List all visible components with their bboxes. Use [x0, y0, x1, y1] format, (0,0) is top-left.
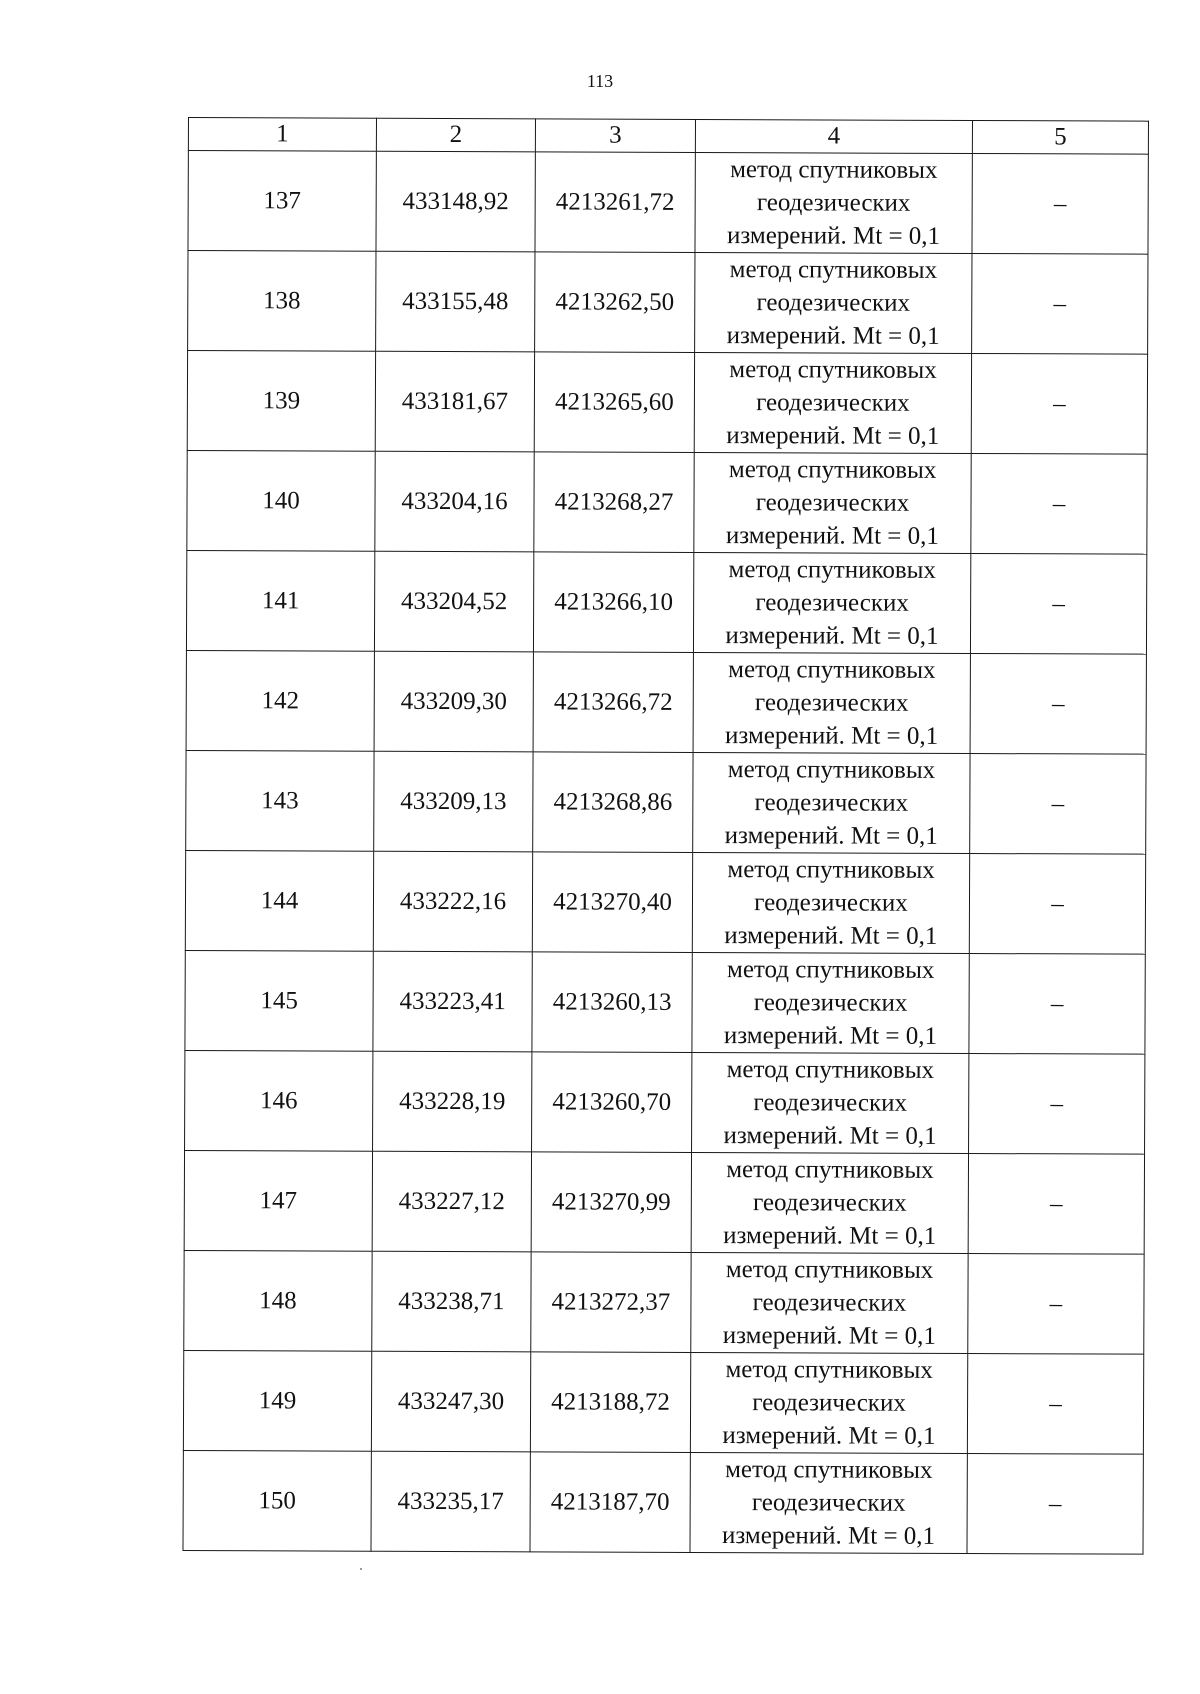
table-row: [185, 850, 1145, 954]
point-number-cell: 146: [185, 1050, 373, 1151]
coordinate-x-cell: 433222,16: [373, 851, 532, 952]
header-cell-5: 5: [972, 121, 1148, 155]
coordinate-x-cell: 433204,16: [375, 451, 534, 552]
point-number-cell: 149: [183, 1350, 371, 1451]
point-number-cell: 142: [186, 650, 374, 751]
coordinate-y-cell: 4213266,10: [533, 552, 693, 653]
coordinate-y-cell: 4213187,70: [530, 1452, 690, 1553]
method-cell: [693, 552, 970, 653]
coordinate-x-cell: 433148,92: [376, 151, 535, 252]
coordinate-x-cell: 433204,52: [374, 551, 533, 652]
table-row: [186, 750, 1146, 854]
point-number-cell: 145: [185, 950, 373, 1051]
method-line: метод спутниковых: [727, 856, 935, 884]
coordinate-y-cell: 4213270,40: [532, 852, 692, 953]
method-line: геодезических: [755, 489, 910, 517]
table-row: [183, 1450, 1143, 1554]
table-row: [186, 650, 1146, 754]
coordinate-x-cell: 433181,67: [375, 351, 534, 452]
method-line: геодезических: [754, 889, 908, 917]
method-line: измерений. Mt = 0,1: [726, 422, 940, 450]
method-cell: [692, 1052, 969, 1153]
note-cell: –: [968, 1154, 1144, 1255]
note-cell: –: [970, 754, 1146, 855]
method-line: метод спутниковых: [725, 1356, 933, 1384]
point-number-cell: 138: [188, 251, 376, 352]
header-cell-2: 2: [376, 118, 535, 152]
coordinate-y-cell: 4213270,99: [531, 1152, 691, 1253]
method-line: метод спутниковых: [726, 1056, 935, 1084]
method-line: измерений. Mt = 0,1: [726, 322, 940, 350]
method-line: метод спутниковых: [730, 156, 938, 184]
table-header: [188, 118, 1148, 155]
method-line: геодезических: [755, 589, 909, 617]
method-line: измерений. Mt = 0,1: [726, 222, 941, 250]
method-cell: [692, 952, 969, 1053]
method-line: метод спутниковых: [729, 256, 938, 284]
table-row: [188, 151, 1148, 255]
method-line: метод спутниковых: [726, 1156, 934, 1184]
coordinates-table: [182, 117, 1148, 1555]
point-number-cell: 143: [186, 750, 374, 851]
method-cell: [690, 1452, 967, 1553]
note-cell: –: [972, 254, 1148, 355]
method-line: метод спутниковых: [728, 656, 936, 684]
coordinate-x-cell: 433155,48: [376, 251, 535, 352]
coordinate-x-cell: 433209,13: [374, 751, 533, 852]
method-line: измерений. Mt = 0,1: [723, 1022, 938, 1050]
table-row: [186, 550, 1146, 654]
coordinate-x-cell: 433235,17: [371, 1451, 530, 1552]
coordinate-y-cell: 4213188,72: [530, 1352, 690, 1453]
method-line: метод спутниковых: [729, 356, 937, 384]
table-row: [187, 450, 1147, 554]
method-line: метод спутниковых: [727, 756, 936, 784]
page-number: 113: [586, 71, 614, 91]
note-cell: –: [967, 1354, 1143, 1455]
method-cell: [695, 152, 972, 253]
note-cell: –: [972, 154, 1148, 255]
header-cell-4: 4: [695, 119, 972, 153]
method-line: метод спутниковых: [725, 1256, 934, 1284]
header-cell-3: 3: [535, 119, 695, 153]
method-line: геодезических: [756, 189, 911, 217]
coordinate-x-cell: 433227,12: [372, 1151, 531, 1252]
point-number-cell: 150: [183, 1450, 371, 1551]
note-cell: –: [970, 554, 1146, 655]
note-cell: –: [971, 454, 1147, 555]
note-cell: –: [968, 1254, 1144, 1355]
coordinate-y-cell: 4213261,72: [535, 152, 695, 253]
table-row: [188, 251, 1148, 355]
coordinate-y-cell: 4213268,27: [534, 452, 694, 553]
coordinate-x-cell: 433209,30: [374, 651, 533, 752]
method-cell: [695, 252, 972, 353]
coordinate-x-cell: 433228,19: [373, 1051, 532, 1152]
method-cell: [694, 452, 971, 553]
method-cell: [692, 852, 969, 953]
method-line: геодезических: [752, 1289, 907, 1317]
method-line: измерений. Mt = 0,1: [725, 522, 939, 550]
method-line: измерений. Mt = 0,1: [724, 822, 938, 850]
coordinate-y-cell: 4213272,37: [531, 1252, 691, 1353]
note-cell: –: [967, 1454, 1143, 1555]
table-row: [185, 950, 1145, 1054]
method-line: геодезических: [754, 789, 909, 817]
note-cell: –: [969, 954, 1145, 1055]
method-line: геодезических: [752, 1189, 907, 1217]
point-number-cell: 148: [184, 1250, 372, 1351]
coordinate-x-cell: 433238,71: [372, 1251, 531, 1352]
coordinate-y-cell: 4213262,50: [535, 252, 695, 353]
method-line: метод спутниковых: [726, 956, 935, 984]
method-line: геодезических: [756, 289, 911, 317]
coordinate-y-cell: 4213265,60: [534, 352, 694, 453]
method-cell: [691, 1252, 968, 1353]
method-line: измерений. Mt = 0,1: [723, 1122, 937, 1150]
header-cell-1: 1: [188, 118, 376, 152]
table-row: [184, 1250, 1144, 1354]
method-line: геодезических: [751, 1489, 906, 1517]
point-number-cell: 140: [187, 450, 375, 551]
note-cell: –: [971, 354, 1147, 455]
coordinate-y-cell: 4213260,13: [532, 952, 692, 1053]
method-line: метод спутниковых: [728, 556, 937, 584]
method-line: измерений. Mt = 0,1: [725, 622, 939, 650]
point-number-cell: 137: [188, 151, 376, 252]
method-line: геодезических: [753, 1089, 908, 1117]
point-number-cell: 139: [187, 351, 375, 452]
method-line: измерений. Mt = 0,1: [724, 922, 938, 950]
method-line: измерений. Mt = 0,1: [725, 722, 939, 750]
note-cell: –: [969, 854, 1145, 955]
table-row: [185, 1050, 1145, 1154]
method-line: измерений. Mt = 0,1: [722, 1422, 936, 1450]
coordinate-y-cell: 4213260,70: [532, 1052, 692, 1153]
table-row: [187, 351, 1147, 455]
table-row: [183, 1350, 1143, 1454]
point-number-cell: 144: [185, 850, 373, 951]
coordinate-x-cell: 433223,41: [373, 951, 532, 1052]
scan-speck: [360, 1568, 362, 1570]
method-line: измерений. Mt = 0,1: [723, 1222, 937, 1250]
note-cell: –: [969, 1054, 1145, 1155]
method-cell: [694, 352, 971, 453]
table-row: [184, 1150, 1144, 1254]
method-line: измерений. Mt = 0,1: [722, 1322, 936, 1350]
method-cell: [690, 1352, 967, 1453]
method-line: метод спутниковых: [725, 1456, 933, 1484]
header-row: [188, 118, 1148, 155]
method-cell: [693, 752, 970, 853]
note-cell: –: [970, 654, 1146, 755]
method-line: измерений. Mt = 0,1: [721, 1522, 936, 1550]
method-line: геодезических: [752, 1389, 906, 1417]
method-line: геодезических: [756, 389, 910, 417]
table-body: [183, 151, 1148, 1555]
method-cell: [691, 1152, 968, 1253]
method-line: геодезических: [753, 989, 908, 1017]
point-number-cell: 147: [184, 1150, 372, 1251]
method-line: метод спутниковых: [728, 456, 937, 484]
coordinate-x-cell: 433247,30: [371, 1351, 530, 1452]
point-number-cell: 141: [186, 550, 374, 651]
method-cell: [693, 652, 970, 753]
coordinate-y-cell: 4213266,72: [533, 652, 693, 753]
method-line: геодезических: [754, 689, 909, 717]
coordinate-y-cell: 4213268,86: [533, 752, 693, 853]
